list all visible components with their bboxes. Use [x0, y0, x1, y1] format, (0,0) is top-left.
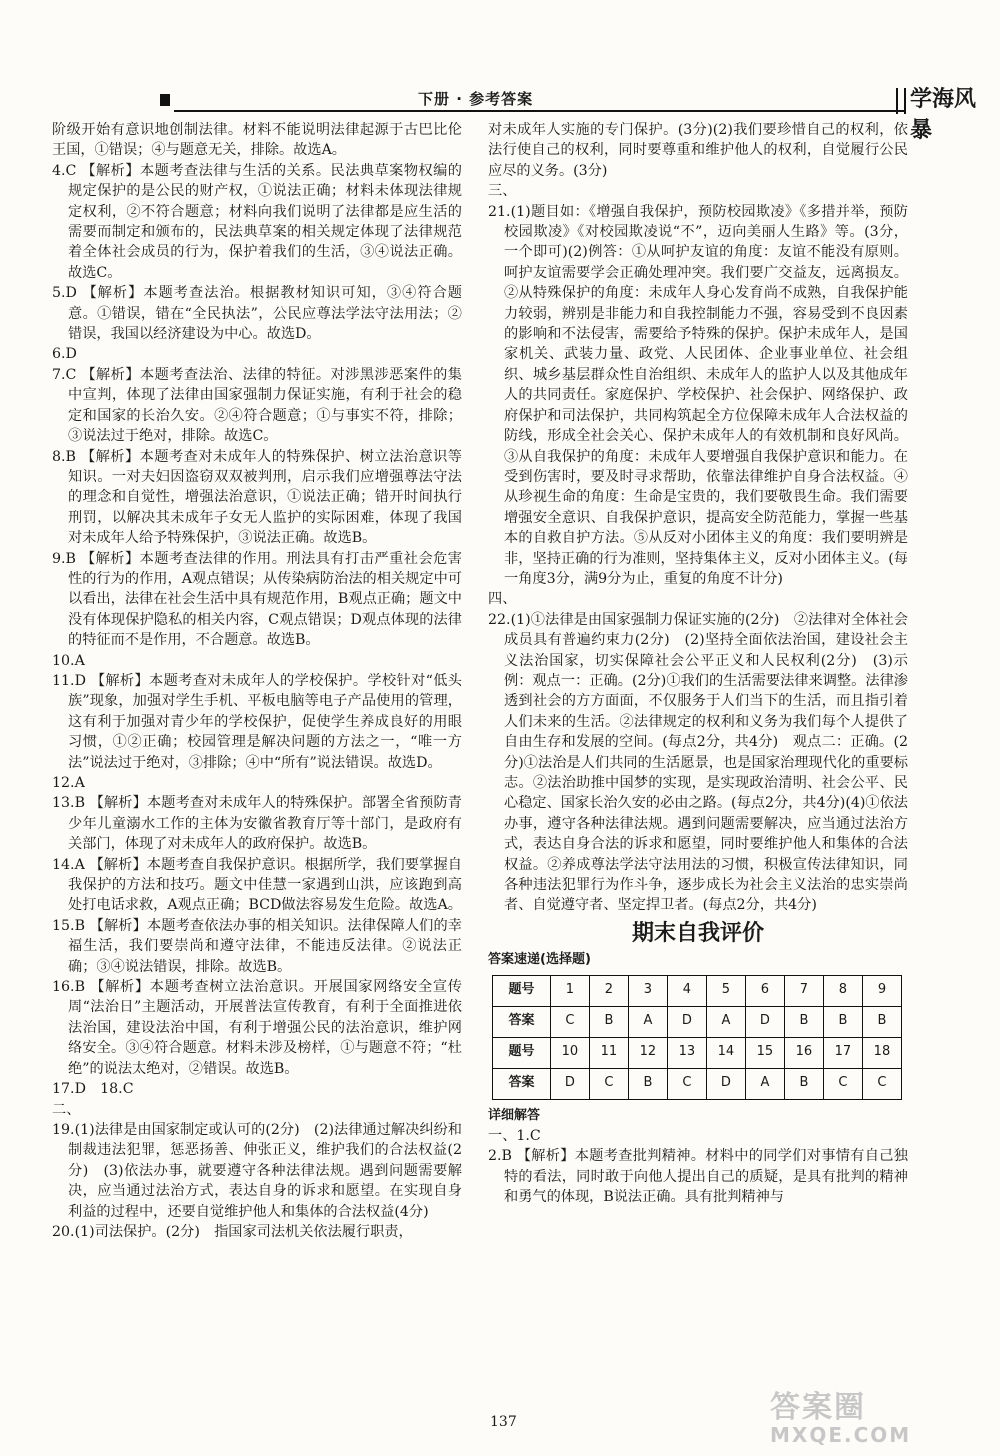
table-cell-num: 12 [628, 1037, 667, 1068]
answer-item: 14.A 【解析】本题考查自我保护意识。根据所学，我们要掌握自我保护的方法和技巧。题文中佳慧一家遇到山洪，应该跑到高处打电话求救，A观点正确；BCD做法容易发生危险。故选A。 [52, 856, 462, 914]
table-cell-answer: C [589, 1068, 628, 1099]
left-column [52, 120, 462, 1242]
answer-item: 12.A [52, 775, 85, 791]
table-cell-answer: C [550, 1006, 589, 1037]
watermark-logo: 答案圈 MXQE.COM [770, 1390, 912, 1447]
answer-item: 15.B 【解析】本题考查依法办事的相关知识。法律保障人们的幸福生活，我们要崇尚和遵守法律，不能违反法律。②说法正确；③④说法错误，排除。故选B。 [52, 917, 462, 975]
table-cell-num: 1 [550, 975, 589, 1006]
answer-item: 21.(1)题目如：《增强自我保护，预防校园欺凌》《多措并举，预防校园欺凌》《对校园欺凌说“不”，迈向美丽人生路》等。(3分，一个即可)(2)例答：①从呵护友谊的角度：友谊不能没有原则。呵护友谊需要学会正确处理冲突。我们要广交益友，远离损友。②从特殊保护的角度：未成年人身心发育尚不成熟，自我保护能力较弱，辨别是非能力和自我控制能力不强，容易受到不良因素的影响和不法侵害，需要给予特殊的保护。保护未成年人，是国家机关、武装力量、政党、人民团体、企业事业单位、社会组织、城乡基层群众性自治组织、未成年人的监护人以及其他成年人的共同责任。家庭保护、学校保护、社会保护、网络保护、政府保护和司法保护，共同构筑起全方位保障未成年人合法权益的防线，形成全社会关心、保护未成年人的有效机制和良好风尚。③从自我保护的角度：未成年人要增强自我保护意识和能力。在受到伤害时，要及时寻求帮助，依靠法律维护自身合法权益。④从珍视生命的角度：生命是宝贵的，我们要敬畏生命。我们需要增强安全意识、自我保护意识，提高安全防范能力，掌握一些基本的自救自护方法。⑤从反对小团体主义的角度：我们要明辨是非，坚持正确的行为准则，坚持集体主义，反对小团体主义。(每一角度3分，满9分为止，重复的角度不计分) [488, 203, 908, 587]
table-cell-num: 10 [550, 1037, 589, 1068]
answer-item: 一、1.C [488, 1128, 541, 1145]
answer-item: 5.D 【解析】本题考查法治。根据教材知识可知，③④符合题意。①错误，错在“全民执法”，公民应尊法学法守法用法；②错误，我国以经济建设为中心。故选D。 [52, 285, 462, 343]
table-cell-num: 4 [667, 975, 706, 1006]
table-cell-num: 17 [823, 1037, 862, 1068]
section-heading: 三、 [488, 183, 517, 200]
table-cell-num: 13 [667, 1037, 706, 1068]
row-label-num: 题号 [493, 1037, 551, 1068]
answer-item: 2.B 【解析】本题考查批判精神。材料中的同学们对事情有自己独特的看法，同时敢于向他人提出自己的质疑，是具有批判的精神和勇气的体现，B说法正确。具有批判精神与 [488, 1148, 908, 1206]
answer-item: 16.B 【解析】本题考查树立法治意识。开展国家网络安全宣传周“法治日”主题活动，开展普法宣传教育，有利于全面推进依法治国，建设法治中国，有利于增强公民的法治意识，维护网络安全。③④符合题意。材料未涉及榜样，①与题意不符；“杜绝”的说法太绝对，②错误。故选B。 [52, 979, 462, 1077]
table-cell-num: 6 [745, 975, 784, 1006]
table-cell-num: 18 [862, 1037, 901, 1068]
answer-item: 8.B 【解析】本题考查对未成年人的特殊保护、树立法治意识等知识。一对夫妇因盗窃双双被判刑，启示我们应增强尊法守法的理念和自觉性，增强法治意识，①说法正确；错开时间执行刑罚，以解决其未成年子女无人监护的实际困难，体现了我国对未成年人给予特殊保护，③说法正确。故选B。 [52, 448, 462, 547]
section-heading: 四、 [488, 591, 517, 608]
answer-item: 20.(1)司法保护。(2分) 指国家司法机关依法履行职责， [52, 1223, 413, 1240]
table-cell-answer: C [667, 1068, 706, 1099]
table-cell-answer: D [667, 1006, 706, 1037]
final-section-title: 期末自我评价 [631, 920, 764, 946]
table-cell-num: 8 [823, 975, 862, 1006]
table-cell-answer: B [628, 1068, 667, 1099]
table-cell-num: 7 [784, 975, 823, 1006]
page-number: 137 [490, 1414, 517, 1430]
header-square [160, 94, 170, 106]
right-column [488, 120, 908, 1208]
table-cell-answer: B [862, 1006, 901, 1037]
table-cell-num: 5 [706, 975, 745, 1006]
answer-item: 10.A [52, 652, 85, 669]
table-cell-answer: C [823, 1068, 862, 1099]
row-label-ans: 答案 [493, 1068, 551, 1099]
table-cell-answer: A [628, 1006, 667, 1037]
table-cell-answer: B [823, 1006, 862, 1037]
answer-item: 9.B 【解析】本题考查法律的作用。刑法具有打击严重社会危害性的行为的作用，A观点错误；从传染病防治法的相关规定中可以看出，法律在社会生活中具有规范作用，B观点正确；题文中没有体现保护隐私的相关内容，C观点错误；D观点体现的法律的特征而不是作用，不合题意。故选B。 [52, 550, 462, 649]
answer-table [492, 975, 902, 1100]
table-cell-answer: D [550, 1068, 589, 1099]
table-cell-answer: D [745, 1006, 784, 1037]
brand-logo: 学海风暴 [910, 87, 977, 143]
table-cell-num: 16 [784, 1037, 823, 1068]
section-heading: 二、 [52, 1101, 81, 1118]
quick-answers-label: 答案速递(选择题) [488, 952, 591, 968]
table-cell-answer: A [706, 1006, 745, 1037]
table-cell-num: 2 [589, 975, 628, 1006]
answer-paragraph: 对未成年人实施的专门保护。(3分)(2)我们要珍惜自己的权利，依法行使自己的权利，同时要尊重和维护他人的权利，自觉履行公民应尽的义务。(3分) [488, 122, 908, 179]
answer-item: 6.D [52, 346, 77, 363]
table-cell-answer: C [862, 1068, 901, 1099]
answer-item: 4.C 【解析】本题考查法律与生活的关系。民法典草案物权编的规定保护的是公民的财产权，①说法正确；材料未体现法律规定权利，②不符合题意；材料向我们说明了法律都是应生活的需要而制定和颁布的，民法典草案的相关规定体现了法律规范着全体社会成员的行为，保护着我们的生活，③④说法正确。故选C。 [52, 162, 462, 281]
answer-item: 19.(1)法律是由国家制定或认可的(2分) (2)法律通过解决纠纷和制裁违法犯罪，惩恶扬善、伸张正义，维护我们的合法权益(2分) (3)依法办事，就要遵守各种法律法规。遇到问题需要解决，应当通过法治方式，表达自身的诉求和愿望。在实现自身利益的过程中，还要自觉维护他人和集体的合法权益(4分) [52, 1121, 462, 1220]
table-cell-num: 11 [589, 1037, 628, 1068]
answer-item: 11.D 【解析】本题考查对未成年人的学校保护。学校针对“低头族”现象，加强对学生手机、平板电脑等电子产品使用的管理，这有利于加强对青少年的学校保护，促使学生养成良好的用眼习惯，①②正确；校园管理是解决问题的方法之一，“唯一方法”说法过于绝对，③排除；④中“所有”说法错误。故选D。 [52, 672, 462, 771]
table-cell-num: 15 [745, 1037, 784, 1068]
table-cell-answer: B [784, 1006, 823, 1037]
header-bars [896, 88, 906, 114]
answer-item: 7.C 【解析】本题考查法治、法律的特征。对涉黑涉恶案件的集中宣判，体现了法律由国家强制力保证实施，有利于社会的稳定和国家的长治久安。②④符合题意；①与事实不符，排除；③说法过于绝对，排除。故选C。 [52, 366, 462, 445]
row-label-ans: 答案 [493, 1006, 551, 1037]
table-cell-answer: B [589, 1006, 628, 1037]
page-header [150, 86, 996, 143]
row-label-num: 题号 [493, 975, 551, 1006]
table-cell-answer: D [706, 1068, 745, 1099]
table-cell-num: 14 [706, 1037, 745, 1068]
detail-label: 详细解答 [488, 1107, 541, 1123]
table-cell-num: 9 [862, 975, 901, 1006]
answer-item: 22.(1)①法律是由国家强制力保证实施的(2分) ②法律对全体社会成员具有普遍约束力(2分) (2)坚持全面依法治国，建设社会主义法治国家，切实保障社会公平正义和人民权利(2分) (3)示例：观点一：正确。(2分)①我们的生活需要法律来调整。法律渗透到社会的方方面面，不仅服务于人们当下的生活，而且指引着人们未来的生活。②法律规定的权利和义务为我们每个人提供了自由生存和发展的空间。(每点2分，共4分) 观点二：正确。(2分)①法治是人们共同的生活愿景，也是国家治理现代化的重要标志。②法治助推中国梦的实现，是实现政治清明、社会公平、民心稳定、国家长治久安的必由之路。(每点2分，共4分)(4)①依法办事，遵守各种法律法规。遇到问题需要解决，应当通过法治方式，表达自身合法的诉求和愿望，同时要维护他人和集体的合法权益。②养成尊法学法守法用法的习惯，积极宣传法律知识，同各种违法犯罪行为作斗争，逐步成长为社会主义法治的忠实崇尚者、自觉遵守者、坚定捍卫者。(每点2分，共4分) [488, 611, 908, 914]
answer-paragraph: 阶级开始有意识地创制法律。材料不能说明法律起源于古巴比伦王国，①错误；④与题意无关，排除。故选A。 [52, 122, 462, 159]
table-cell-answer: A [745, 1068, 784, 1099]
answer-item: 13.B 【解析】本题考查对未成年人的特殊保护。部署全省预防青少年儿童溺水工作的主体为安徽省教育厅等十部门，是政府有关部门，体现了对未成年人的政府保护。故选B。 [52, 795, 462, 853]
answer-item: 17.D 18.C [52, 1081, 134, 1098]
header-rule [174, 110, 904, 112]
header-title: 下册 · 参考答案 [418, 90, 534, 108]
table-cell-num: 3 [628, 975, 667, 1006]
table-cell-answer: B [784, 1068, 823, 1099]
